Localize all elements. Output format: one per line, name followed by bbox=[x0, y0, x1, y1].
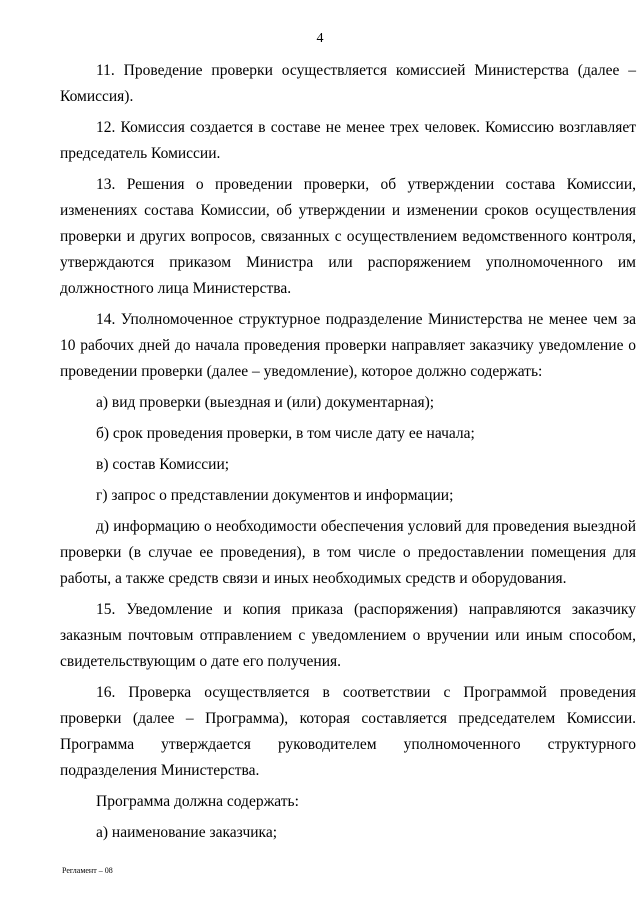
paragraph-13: 13. Решения о проведении проверки, об утверждении состава Комиссии, изменениях состава Комиссии, об утверждении и изменении сроков осуществления проверки и других вопросов, связанных с осуществлением ведомственного контроля, утверждаются приказом Министра или распоряжением уполномоченного им должностного лица Министерства. bbox=[60, 176, 636, 297]
paragraph-14: 14. Уполномоченное структурное подразделение Министерства не менее чем за 10 рабочих дней до начала проведения проверки направляет заказчику уведомление о проведении проверки (далее – уведомление), которое должно содержать: bbox=[60, 311, 636, 380]
paragraph-12: 12. Комиссия создается в составе не менее трех человек. Комиссию возглавляет председатель Комиссии. bbox=[60, 119, 636, 162]
paragraph-15: 15. Уведомление и копия приказа (распоряжения) направляются заказчику заказным почтовым отправлением с уведомлением о вручении или иным способом, свидетельствующим о дате его получения. bbox=[60, 601, 636, 670]
program-contents-intro: Программа должна содержать: bbox=[96, 793, 299, 810]
list-item-g: г) запрос о представлении документов и информации; bbox=[96, 487, 454, 504]
page-number: 4 bbox=[316, 31, 324, 46]
list-item-b: б) срок проведения проверки, в том числе дату ее начала; bbox=[96, 425, 475, 442]
footer-label: Регламент – 08 bbox=[62, 866, 113, 875]
list-item-v: в) состав Комиссии; bbox=[96, 456, 230, 473]
paragraph-11: 11. Проведение проверки осуществляется комиссией Министерства (далее – Комиссия). bbox=[60, 62, 636, 105]
document-body bbox=[60, 58, 636, 851]
program-item-a: а) наименование заказчика; bbox=[96, 824, 278, 841]
paragraph-16: 16. Проверка осуществляется в соответствии с Программой проведения проверки (далее – Программа), которая составляется председателем Комиссии. Программа утверждается руководителем уполномоченного структурного подразделения Министерства. bbox=[60, 684, 636, 779]
list-item-d: д) информацию о необходимости обеспечения условий для проведения выездной проверки (в случае ее проведения), в том числе о предоставлении помещения для работы, а также средств связи и иных необходимых средств и оборудования. bbox=[60, 518, 636, 587]
list-item-a: а) вид проверки (выездная и (или) документарная); bbox=[96, 394, 435, 411]
